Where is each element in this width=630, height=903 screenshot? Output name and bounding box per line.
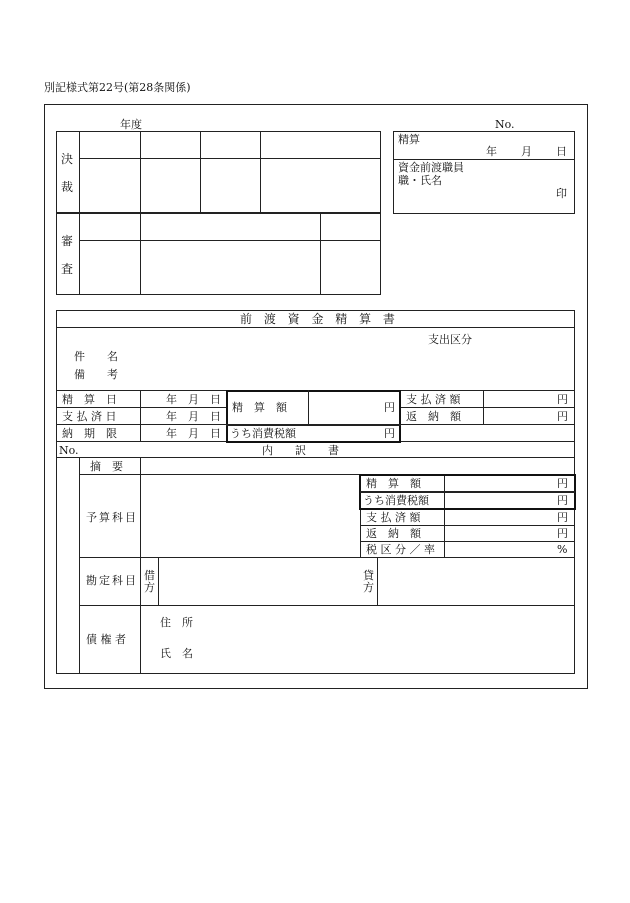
no-label: No. (59, 444, 79, 457)
kessai-char-2: 裁 (61, 180, 74, 194)
form-reference: 別記様式第22号(第28条関係) (44, 81, 191, 94)
henno-amount-yen: 円 (557, 410, 568, 423)
seisan-detail-label: 精 算 額 (366, 477, 421, 490)
number-label: No. (495, 118, 515, 131)
jusho-label: 住 所 (160, 616, 193, 629)
seal-mark: 印 (556, 187, 567, 200)
kashikata-char-2: 方 (363, 581, 374, 594)
shimei-label: 氏 名 (160, 647, 193, 660)
year-char: 年 (486, 145, 497, 158)
shiharai-detail-yen: 円 (557, 511, 568, 524)
kashikata-char-1: 貸 (363, 569, 374, 582)
shiharai-date-ymd: 年 月 日 (166, 410, 221, 423)
uchiwake-title: 内 訳 書 (262, 444, 339, 457)
tax-amount-yen: 円 (384, 427, 395, 440)
day-char: 日 (556, 145, 567, 158)
approval-box (56, 131, 381, 214)
karikata-char-1: 借 (144, 569, 155, 582)
seisan-amount-yen: 円 (384, 401, 395, 414)
kessai-char-1: 決 (61, 152, 74, 166)
noki-label: 納 期 限 (62, 427, 117, 440)
tax-detail-yen: 円 (557, 494, 568, 507)
shiharai-date-label: 支 払 済 日 (62, 410, 117, 423)
shiharai-amount-label: 支 払 済 額 (406, 393, 461, 406)
henno-detail-yen: 円 (557, 527, 568, 540)
noki-ymd: 年 月 日 (166, 427, 221, 440)
month-char: 月 (521, 145, 532, 158)
seisan-label: 精算 (398, 133, 420, 146)
zeiku-percent: % (557, 543, 568, 556)
official-label: 資金前渡職員 (398, 161, 464, 174)
year-label: 年度 (120, 118, 142, 131)
tekiyo-label: 摘 要 (90, 460, 123, 473)
henno-amount-label: 返 納 額 (406, 410, 461, 423)
shiharai-amount-yen: 円 (557, 393, 568, 406)
biko-label: 備 考 (74, 368, 118, 381)
saikensha-label: 債 権 者 (86, 633, 126, 646)
shinsa-char-2: 査 (61, 262, 74, 276)
seisan-detail-yen: 円 (557, 477, 568, 490)
henno-detail-label: 返 納 額 (366, 527, 421, 540)
official-name-label: 職・氏名 (398, 174, 442, 187)
kenmei-label: 件 名 (74, 350, 118, 363)
seisan-date-ymd: 年 月 日 (166, 393, 221, 406)
shishutsu-label: 支出区分 (428, 333, 472, 346)
shiharai-detail-label: 支 払 済 額 (366, 511, 421, 524)
tax-amount-label: うち消費税額 (230, 427, 296, 440)
zeiku-label: 税 区 分 ／ 率 (366, 543, 435, 556)
shinsa-char-1: 審 (61, 234, 74, 248)
yosan-label: 予算科目 (86, 511, 138, 524)
karikata-char-2: 方 (144, 581, 155, 594)
document-title: 前 渡 資 金 精 算 書 (240, 312, 395, 326)
audit-box (56, 212, 381, 295)
seisan-amount-label: 精 算 額 (232, 401, 287, 414)
tax-detail-label: うち消費税額 (363, 494, 429, 507)
seisan-date-label: 精 算 日 (62, 393, 117, 406)
kanjo-label: 勘定科目 (86, 574, 138, 587)
